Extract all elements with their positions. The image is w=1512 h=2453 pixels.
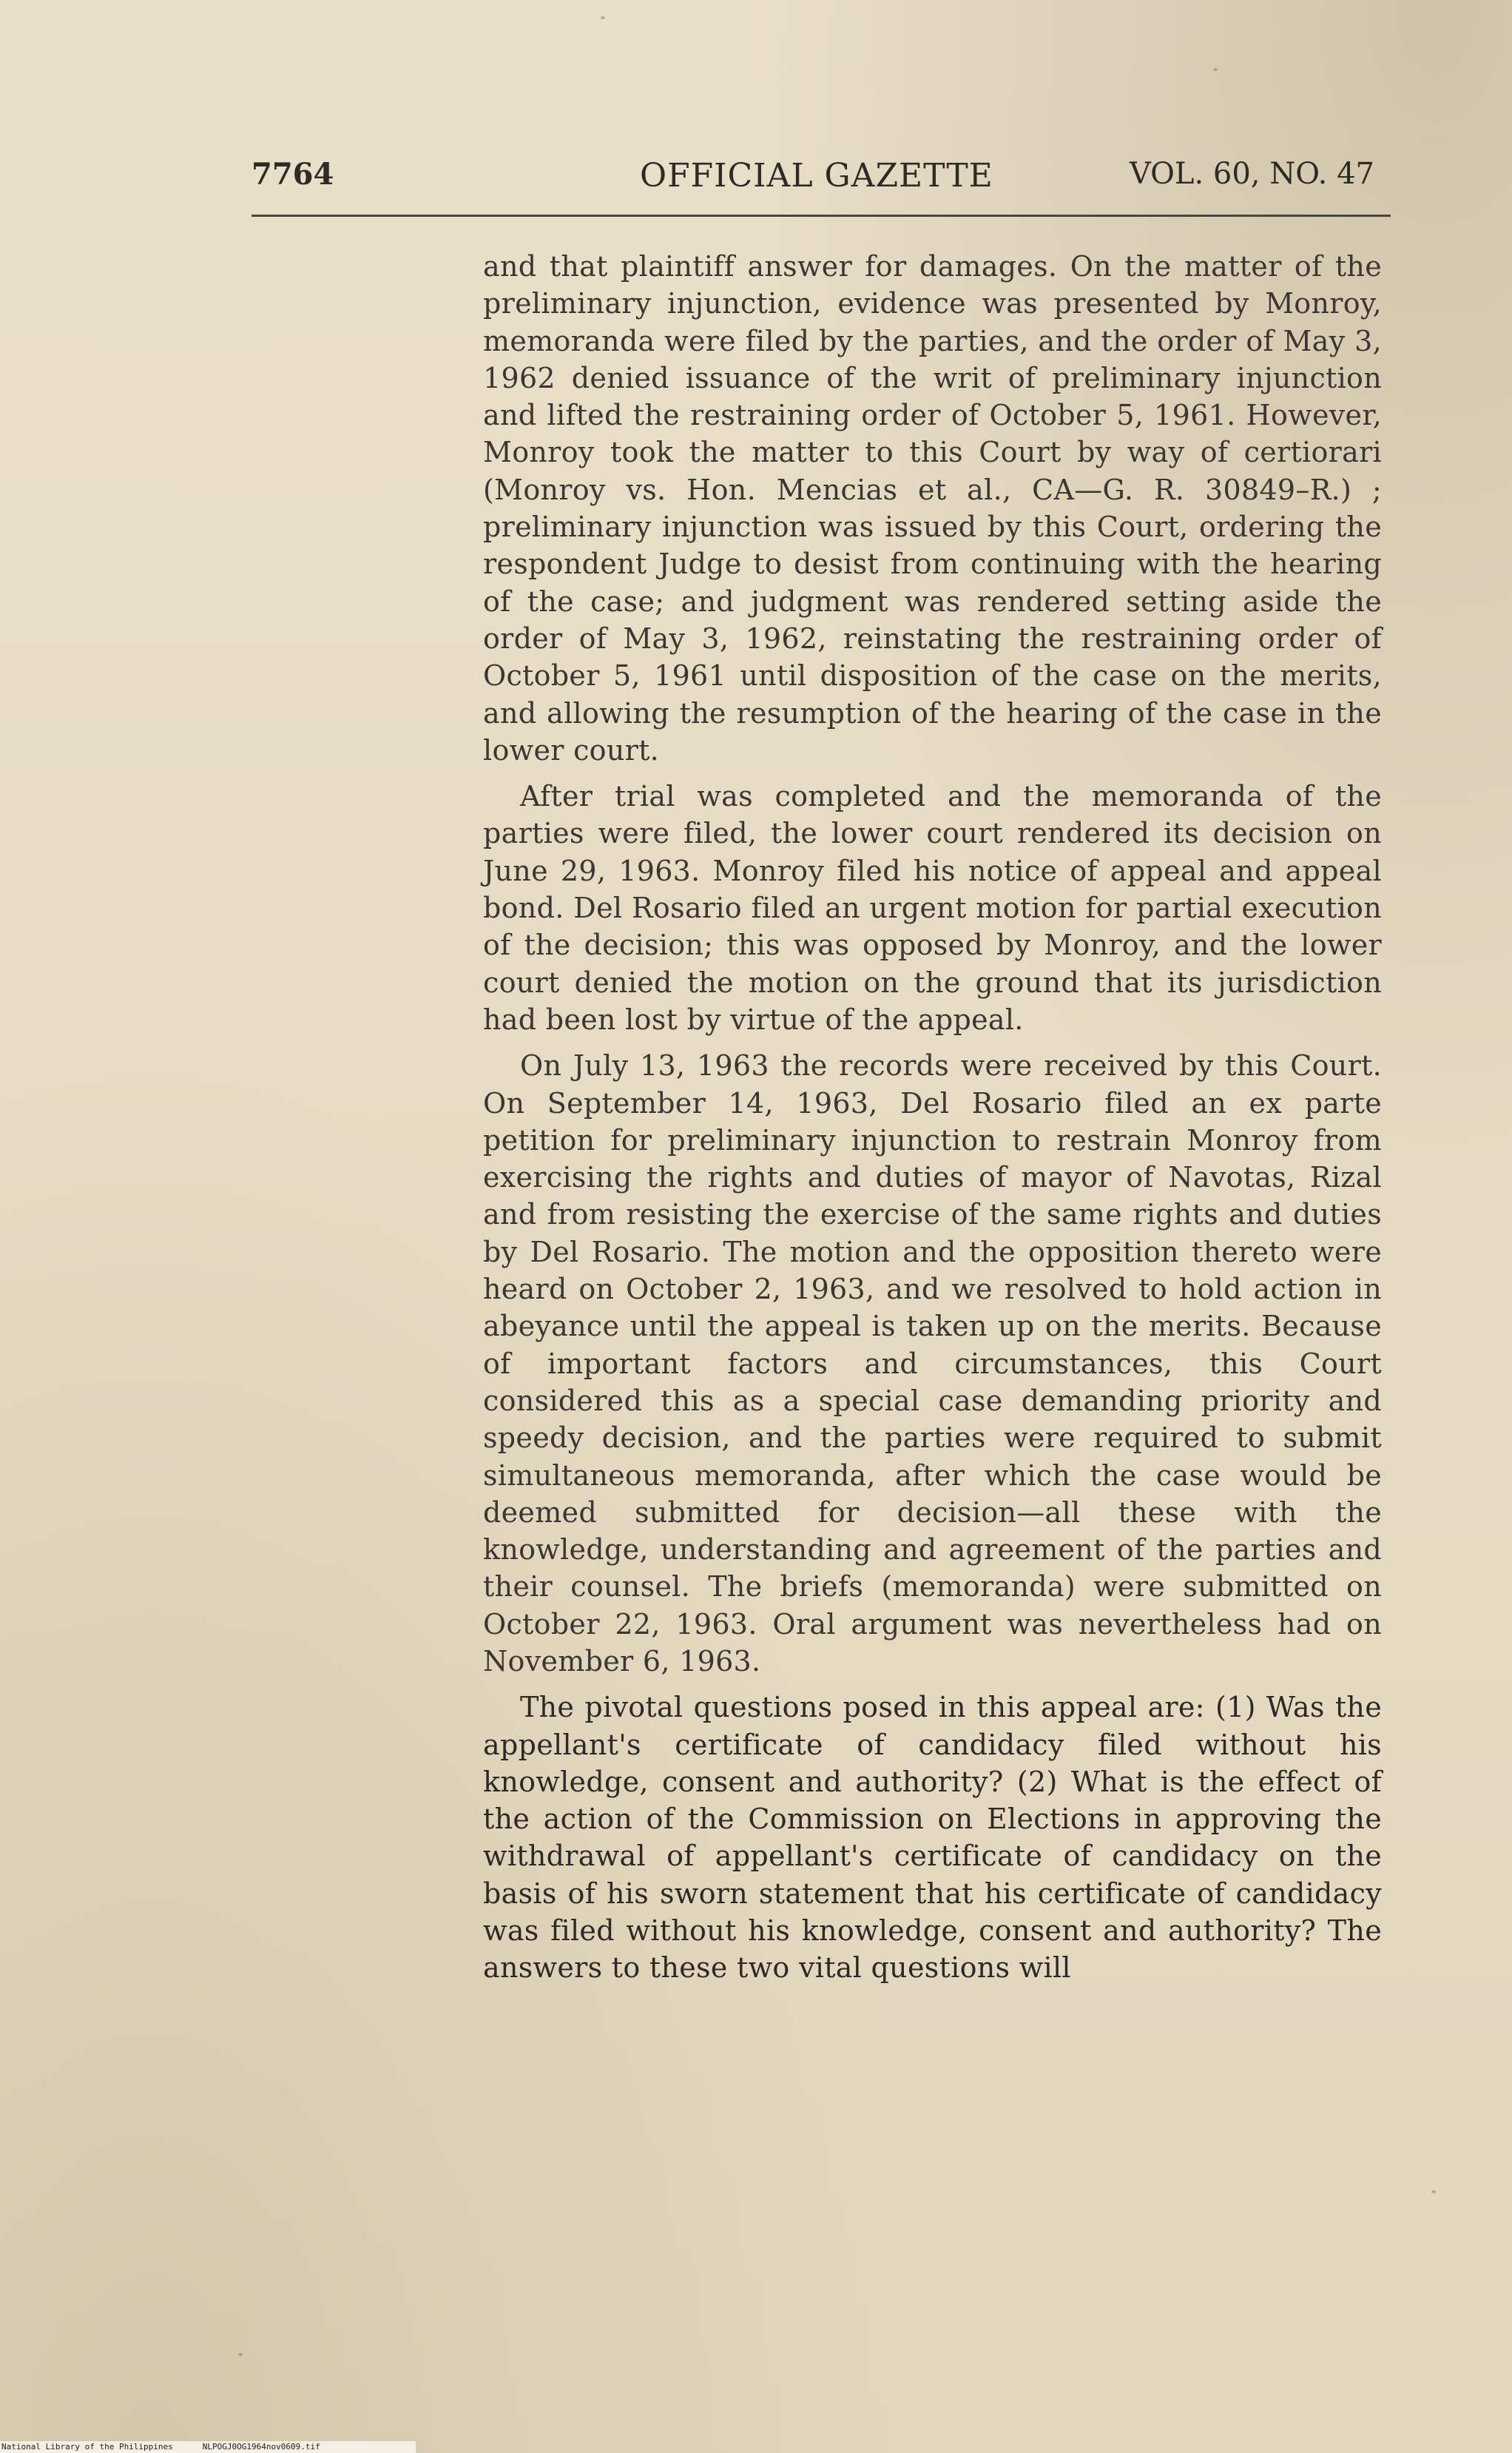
page-header (252, 157, 1374, 201)
paper-speck (238, 2353, 243, 2356)
page-number: 7764 (252, 157, 334, 192)
article-body (483, 248, 1382, 1996)
paragraph-4: The pivotal questions posed in this appeal are: (1) Was the appellant's certificate of candidacy filed without his knowledge, consent and authority? (2) What is the effect of the action of the Commission on Elections in approving the withdrawal of appellant's certificate of candidacy on the basis of his sworn statement that his certificate of candidacy was filed without his knowledge, consent and authority? The answers to these two vital questions will (483, 1691, 1382, 1985)
paper-speck (1213, 68, 1218, 71)
header-divider (252, 215, 1391, 217)
paragraph-2: After trial was completed and the memoranda of the parties were filed, the lower court rendered its decision on June 29, 1963. Monroy filed his notice of appeal and appeal bond. Del Rosario filed an urgent motion for partial execution of the decision; this was opposed by Monroy, and the lower court denied the motion on the ground that its jurisdiction had been lost by virtue of the appeal. (483, 780, 1382, 1036)
paragraph-3: On July 13, 1963 the records were received by this Court. On September 14, 1963, Del Rosario filed an ex parte petition for preliminary injunction to restrain Monroy from exercising the rights and duties of mayor of Navotas, Rizal and from resisting the exercise of the same rights and duties by Del Rosario. The motion and the opposition thereto were heard on October 2, 1963, and we resolved to hold action in abeyance until the appeal is taken up on the merits. Because of important factors and circumstances, this Court considered this as a special case demanding priority and speedy decision, and the parties were required to submit simultaneous memoranda, after which the case would be deemed submitted for decision—all these with the knowledge, understanding and agreement of the parties and their counsel. The briefs (memoranda) were submitted on October 22, 1963. Oral argument was nevertheless had on November 6, 1963. (483, 1049, 1382, 1678)
footer-file: NLPOGJ0OG1964nov0609.tif (202, 2442, 320, 2452)
paper-speck (1431, 2190, 1436, 2193)
paragraph-1: and that plaintiff answer for damages. On the matter of the preliminary injunction, evidence was presented by Monroy, memoranda were filed by the parties, and the order of May 3, 1962 denied issuance of the writ of preliminary injunction and lifted the restraining order of October 5, 1961. However, Monroy took the matter to this Court by way of certiorari (Monroy vs. Hon. Mencias et al., CA—G. R. 30849–R.) ; preliminary injunction was issued by this Court, ordering the respondent Judge to desist from continuing with the hearing of the case; and judgment was rendered setting aside the order of May 3, 1962, reinstating the restraining order of October 5, 1961 until disposition of the case on the merits, and allowing the resumption of the hearing of the case in the lower court. (483, 250, 1382, 767)
scan-footer (0, 2441, 416, 2453)
volume-issue: VOL. 60, NO. 47 (1129, 157, 1374, 191)
footer-library: National Library of the Philippines (1, 2442, 173, 2452)
paper-speck (601, 16, 605, 19)
publication-title: OFFICIAL GAZETTE (640, 157, 993, 195)
